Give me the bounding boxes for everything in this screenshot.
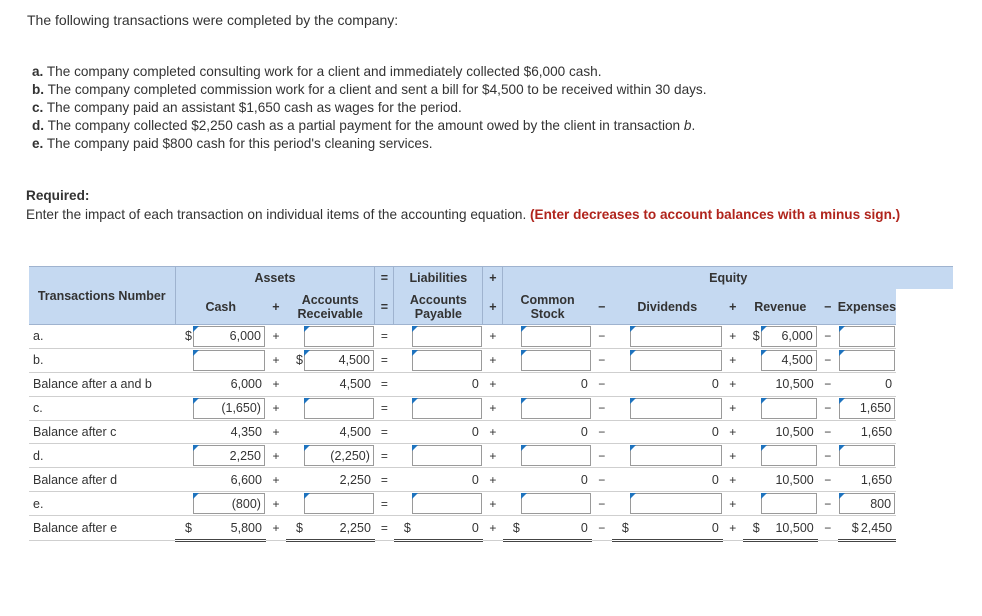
common-stock-input[interactable] [520,492,592,516]
accounts-receivable-dollar: $ [286,516,303,541]
col-op-plus: + [723,289,743,325]
cash-input[interactable]: 2,250 [192,444,266,468]
common-stock-dollar [503,420,520,444]
revenue-dollar [743,372,760,396]
col-transactions: Transactions Number [29,267,175,325]
op-minus: − [592,444,612,468]
op-eq: = [375,325,394,349]
accounts-payable-value: 0 [411,420,483,444]
dividends-dollar [612,372,629,396]
row-label: Balance after a and b [29,372,175,396]
revenue-dollar [743,396,760,420]
op-plus: + [723,492,743,516]
revenue-value: 10,500 [760,516,818,541]
accounts-receivable-value: 2,250 [303,468,375,492]
common-stock-dollar [503,325,520,349]
col-op-minus: − [592,289,612,325]
op-minus: − [818,468,838,492]
required-heading: Required: [26,188,90,203]
col-cash: Cash [175,289,266,325]
dividends-dollar [612,396,629,420]
revenue-input[interactable] [760,492,818,516]
col-dividends: Dividends [612,289,723,325]
table-row [29,468,953,492]
table-row [29,396,953,420]
table-row [29,348,953,372]
cash-input[interactable] [192,348,266,372]
accounts-receivable-value: 4,500 [303,372,375,396]
op-plus: + [483,468,503,492]
dividends-dollar: $ [612,516,629,541]
op-plus: + [266,325,286,349]
op-minus: − [592,420,612,444]
accounts-payable-dollar [394,420,411,444]
common-stock-dollar [503,468,520,492]
accounts-payable-dollar [394,492,411,516]
op-plus: + [723,516,743,541]
accounts-payable-input[interactable] [411,444,483,468]
expenses-value: 0 [838,372,896,396]
accounts-receivable-input[interactable] [303,492,375,516]
transaction-e: e. The company paid $800 cash for this period's cleaning services. [32,136,433,151]
op-minus: − [818,372,838,396]
accounts-payable-dollar [394,348,411,372]
op-plus: + [723,420,743,444]
common-stock-value: 0 [520,468,592,492]
revenue-input[interactable] [760,396,818,420]
op-plus: + [483,325,503,349]
row-label: Balance after e [29,516,175,541]
table-row [29,372,953,396]
col-revenue: Revenue [743,289,818,325]
revenue-dollar: $ [743,325,760,349]
op-minus: − [592,348,612,372]
common-stock-dollar [503,396,520,420]
op-plus: + [483,372,503,396]
accounts-payable-input[interactable] [411,396,483,420]
cash-input[interactable]: (800) [192,492,266,516]
op-minus: − [592,396,612,420]
expenses-value: $ 2,450 [838,516,896,541]
required-note: (Enter decreases to account balances with a minus sign.) [530,207,901,222]
group-assets: Assets [175,267,375,290]
op-eq: = [375,492,394,516]
op-minus: − [818,348,838,372]
expenses-input[interactable]: 800 [838,492,896,516]
dividends-dollar [612,348,629,372]
op-plus: + [266,444,286,468]
intro-text: The following transactions were completed by the company: [27,12,399,28]
transaction-c: c. The company paid an assistant $1,650 cash as wages for the period. [32,100,462,115]
accounts-payable-dollar [394,396,411,420]
revenue-input[interactable]: 6,000 [760,325,818,349]
accounts-receivable-dollar [286,420,303,444]
dividends-dollar [612,325,629,349]
common-stock-dollar [503,444,520,468]
row-label: Balance after c [29,420,175,444]
row-label: b. [29,348,175,372]
cash-dollar [175,396,192,420]
accounts-receivable-dollar [286,492,303,516]
accounts-receivable-input[interactable] [303,325,375,349]
op-plus: + [266,396,286,420]
revenue-dollar: $ [743,516,760,541]
cash-value: 6,000 [192,372,266,396]
op-minus: − [818,420,838,444]
cash-dollar: $ [175,325,192,349]
revenue-dollar [743,468,760,492]
transaction-b: b. The company completed commission work for a client and sent a bill for $4,500 to be received within 30 days. [32,82,707,97]
cash-input[interactable]: 6,000 [192,325,266,349]
dividends-dollar [612,420,629,444]
row-label: a. [29,325,175,349]
op-plus: + [483,516,503,541]
common-stock-input[interactable] [520,348,592,372]
dividends-value: 0 [629,372,723,396]
group-equity: Equity [503,267,953,290]
col-op-equals: = [375,289,394,325]
op-eq: = [375,516,394,541]
op-plus: + [483,420,503,444]
op-plus: + [483,444,503,468]
cash-input[interactable]: (1,650) [192,396,266,420]
accounts-payable-dollar [394,468,411,492]
row-label: e. [29,492,175,516]
accounts-receivable-input[interactable]: (2,250) [303,444,375,468]
cash-dollar [175,444,192,468]
table-row [29,516,953,541]
op-plus: + [266,516,286,541]
op-plus: + [723,348,743,372]
col-common-stock: Common Stock [503,289,592,325]
revenue-value: 10,500 [760,468,818,492]
op-plus: + [483,348,503,372]
dividends-input[interactable] [629,492,723,516]
op-plus: + [266,492,286,516]
group-equals: = [375,267,394,290]
accounts-payable-input[interactable] [411,492,483,516]
row-label: c. [29,396,175,420]
revenue-input[interactable]: 4,500 [760,348,818,372]
common-stock-dollar [503,348,520,372]
accounts-payable-input[interactable] [411,325,483,349]
accounts-receivable-dollar: $ [286,348,303,372]
op-minus: − [592,372,612,396]
transaction-d: d. The company collected $2,250 cash as a partial payment for the amount owed by the client in transaction b. [32,118,696,133]
revenue-value: 10,500 [760,420,818,444]
op-minus: − [592,492,612,516]
table-row [29,420,953,444]
revenue-dollar [743,348,760,372]
accounts-receivable-dollar [286,325,303,349]
common-stock-value: 0 [520,372,592,396]
common-stock-input[interactable] [520,444,592,468]
accounts-receivable-dollar [286,468,303,492]
cash-dollar [175,420,192,444]
row-label: Balance after d [29,468,175,492]
common-stock-dollar [503,492,520,516]
accounts-receivable-dollar [286,372,303,396]
common-stock-value: 0 [520,420,592,444]
expenses-input[interactable] [838,444,896,468]
cash-value: 6,600 [192,468,266,492]
op-plus: + [723,396,743,420]
cash-dollar: $ [175,516,192,541]
common-stock-input[interactable] [520,325,592,349]
required-text: Enter the impact of each transaction on individual items of the accounting equation. (Enter decreases to account balances with a minus sign.) [26,207,901,222]
op-eq: = [375,396,394,420]
revenue-input[interactable] [760,444,818,468]
op-plus: + [483,396,503,420]
transaction-list [32,63,707,153]
op-minus: − [592,516,612,541]
op-eq: = [375,444,394,468]
dividends-input[interactable] [629,325,723,349]
expenses-input[interactable] [838,348,896,372]
op-plus: + [266,468,286,492]
op-plus: + [266,372,286,396]
group-plus: + [483,267,503,290]
op-minus: − [818,492,838,516]
accounts-payable-dollar [394,325,411,349]
dividends-value: 0 [629,468,723,492]
op-plus: + [723,468,743,492]
op-minus: − [818,396,838,420]
cash-value: 5,800 [192,516,266,541]
accounts-receivable-input[interactable]: 4,500 [303,348,375,372]
op-plus: + [723,444,743,468]
group-liabilities: Liabilities [394,267,483,290]
op-eq: = [375,420,394,444]
op-minus: − [818,444,838,468]
common-stock-dollar [503,372,520,396]
accounts-receivable-dollar [286,396,303,420]
common-stock-dollar: $ [503,516,520,541]
op-eq: = [375,348,394,372]
accounts-payable-value: 0 [411,516,483,541]
table-row [29,325,953,349]
row-label: d. [29,444,175,468]
expenses-value: 1,650 [838,468,896,492]
op-eq: = [375,468,394,492]
op-minus: − [818,325,838,349]
revenue-dollar [743,492,760,516]
dividends-input[interactable] [629,396,723,420]
col-accounts-receivable: Accounts Receivable [286,289,375,325]
accounts-receivable-input[interactable] [303,396,375,420]
op-plus: + [723,372,743,396]
dividends-value: 0 [629,516,723,541]
expenses-value: 1,650 [838,420,896,444]
dividends-dollar [612,468,629,492]
op-minus: − [818,516,838,541]
op-plus: + [266,348,286,372]
accounts-payable-value: 0 [411,372,483,396]
accounts-payable-dollar [394,372,411,396]
accounts-payable-dollar: $ [394,516,411,541]
cash-value: 4,350 [192,420,266,444]
dividends-input[interactable] [629,348,723,372]
common-stock-value: 0 [520,516,592,541]
op-minus: − [592,468,612,492]
op-plus: + [266,420,286,444]
revenue-dollar [743,420,760,444]
col-expenses: Expenses [838,289,896,325]
table-row [29,444,953,468]
dividends-value: 0 [629,420,723,444]
op-eq: = [375,372,394,396]
cash-dollar [175,348,192,372]
common-stock-input[interactable] [520,396,592,420]
accounts-payable-value: 0 [411,468,483,492]
dividends-dollar [612,444,629,468]
revenue-value: 10,500 [760,372,818,396]
accounts-payable-input[interactable] [411,348,483,372]
cash-dollar [175,492,192,516]
revenue-dollar [743,444,760,468]
cash-dollar [175,372,192,396]
op-plus: + [483,492,503,516]
col-op-plus: + [266,289,286,325]
accounts-receivable-value: 4,500 [303,420,375,444]
accounts-receivable-dollar [286,444,303,468]
transaction-a: a. The company completed consulting work for a client and immediately collected $6,000 cash. [32,64,602,79]
table-row [29,492,953,516]
col-accounts-payable: Accounts Payable [394,289,483,325]
col-op-plus: + [483,289,503,325]
op-plus: + [723,325,743,349]
expenses-input[interactable]: 1,650 [838,396,896,420]
dividends-input[interactable] [629,444,723,468]
cash-dollar [175,468,192,492]
accounting-equation-table [29,266,953,542]
dividends-dollar [612,492,629,516]
col-op-minus: − [818,289,838,325]
op-minus: − [592,325,612,349]
accounts-receivable-value: 2,250 [303,516,375,541]
expenses-input[interactable] [838,325,896,349]
accounts-payable-dollar [394,444,411,468]
